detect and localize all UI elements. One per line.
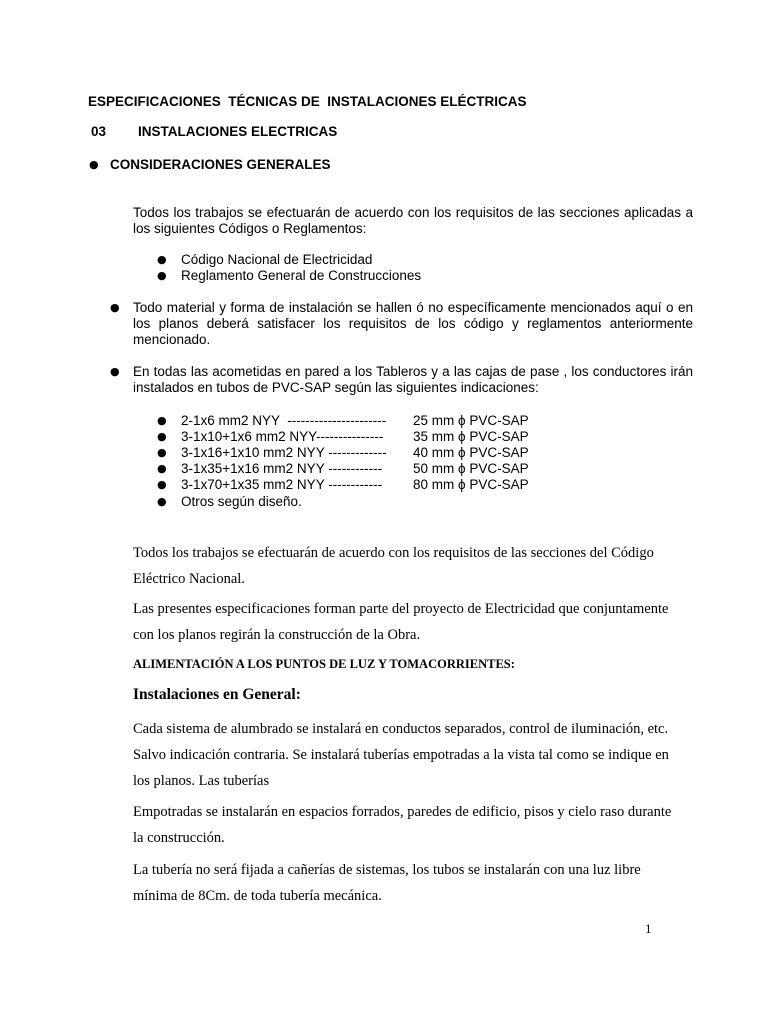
bullet-icon: ● <box>89 158 99 171</box>
conductor-spec: 2-1x6 mm2 NYY ---------------------- <box>181 413 387 428</box>
pipe-row <box>0 429 768 445</box>
pipe-row <box>0 445 768 461</box>
conductor-spec: 3-1x70+1x35 mm2 NYY ------------ <box>181 477 383 492</box>
page-number: 1 <box>645 921 652 936</box>
bullet-icon: ● <box>157 462 167 475</box>
bullet-icon: ● <box>157 495 167 508</box>
acometidas-paragraph: En todas las acometidas en pared a los Tableros y a las cajas de pase , los conductores irán instalados en tubos de PVC-SAP según las siguientes indicaciones: <box>133 364 693 395</box>
intro-paragraph: Todos los trabajos se efectuarán de acuerdo con los requisitos de las secciones aplicadas a los siguientes Códigos o Reglamentos: <box>133 205 693 236</box>
bullet-icon: ● <box>157 430 167 443</box>
tuberia-paragraph: La tubería no será fijada a cañerías de sistemas, los tubos se instalarán con una luz libre mínima de 8Cm. de toda tubería mecánica. <box>133 862 641 904</box>
alimentacion-heading: ALIMENTACIÓN A LOS PUNTOS DE LUZ Y TOMACORRIENTES: <box>133 657 515 671</box>
document-title: ESPECIFICACIONES TÉCNICAS DE INSTALACIONES ELÉCTRICAS <box>88 94 527 109</box>
pipe-other: Otros según diseño. <box>181 494 302 509</box>
alumbrado-paragraph: Cada sistema de alumbrado se instalará en conductos separados, control de iluminación, etc. Salvo indicación contraria. Se instalará tuberías empotradas a la vista tal como se indique en los planos. Las tuberías <box>133 721 669 789</box>
pipe-spec: 40 mm ϕ PVC-SAP <box>413 445 529 460</box>
empotradas-paragraph: Empotradas se instalarán en espacios forrados, paredes de edificio, pisos y cielo raso durante la construcción. <box>133 804 672 846</box>
pipe-row <box>0 461 768 477</box>
pipe-spec: 35 mm ϕ PVC-SAP <box>413 429 529 444</box>
section-title: INSTALACIONES ELECTRICAS <box>138 124 338 139</box>
bullet-icon: ● <box>110 365 120 378</box>
conductor-spec: 3-1x16+1x10 mm2 NYY ------------- <box>181 445 387 460</box>
general-heading: CONSIDERACIONES GENERALES <box>110 157 331 172</box>
instalaciones-heading: Instalaciones en General: <box>133 686 301 703</box>
bullet-icon: ● <box>157 478 167 491</box>
material-paragraph: Todo material y forma de instalación se hallen ó no específicamente mencionados aquí o en los planos deberá satisfacer los requisitos de los código y reglamentos anteriormente mencionado. <box>133 300 693 347</box>
code-item: Código Nacional de Electricidad <box>181 252 373 267</box>
pipe-row <box>0 477 768 493</box>
conductor-spec: 3-1x10+1x6 mm2 NYY--------------- <box>181 429 384 444</box>
pipe-spec: 25 mm ϕ PVC-SAP <box>413 413 529 428</box>
pipe-row <box>0 494 768 510</box>
code-paragraph: Todos los trabajos se efectuarán de acuerdo con los requisitos de las secciones del Código Eléctrico Nacional. <box>133 545 654 587</box>
section-number: 03 <box>91 124 107 139</box>
code-item: Reglamento General de Construcciones <box>181 268 422 283</box>
scope-paragraph: Las presentes especificaciones forman parte del proyecto de Electricidad que conjuntamente con los planos regirán la construcción de la Obra. <box>133 601 669 643</box>
bullet-icon: ● <box>157 269 167 282</box>
bullet-icon: ● <box>110 301 120 314</box>
pipe-row <box>0 413 768 429</box>
pipe-spec: 80 mm ϕ PVC-SAP <box>413 477 529 492</box>
pipe-spec: 50 mm ϕ PVC-SAP <box>413 461 529 476</box>
bullet-icon: ● <box>157 253 167 266</box>
bullet-icon: ● <box>157 446 167 459</box>
conductor-spec: 3-1x35+1x16 mm2 NYY ------------ <box>181 461 383 476</box>
bullet-icon: ● <box>157 414 167 427</box>
